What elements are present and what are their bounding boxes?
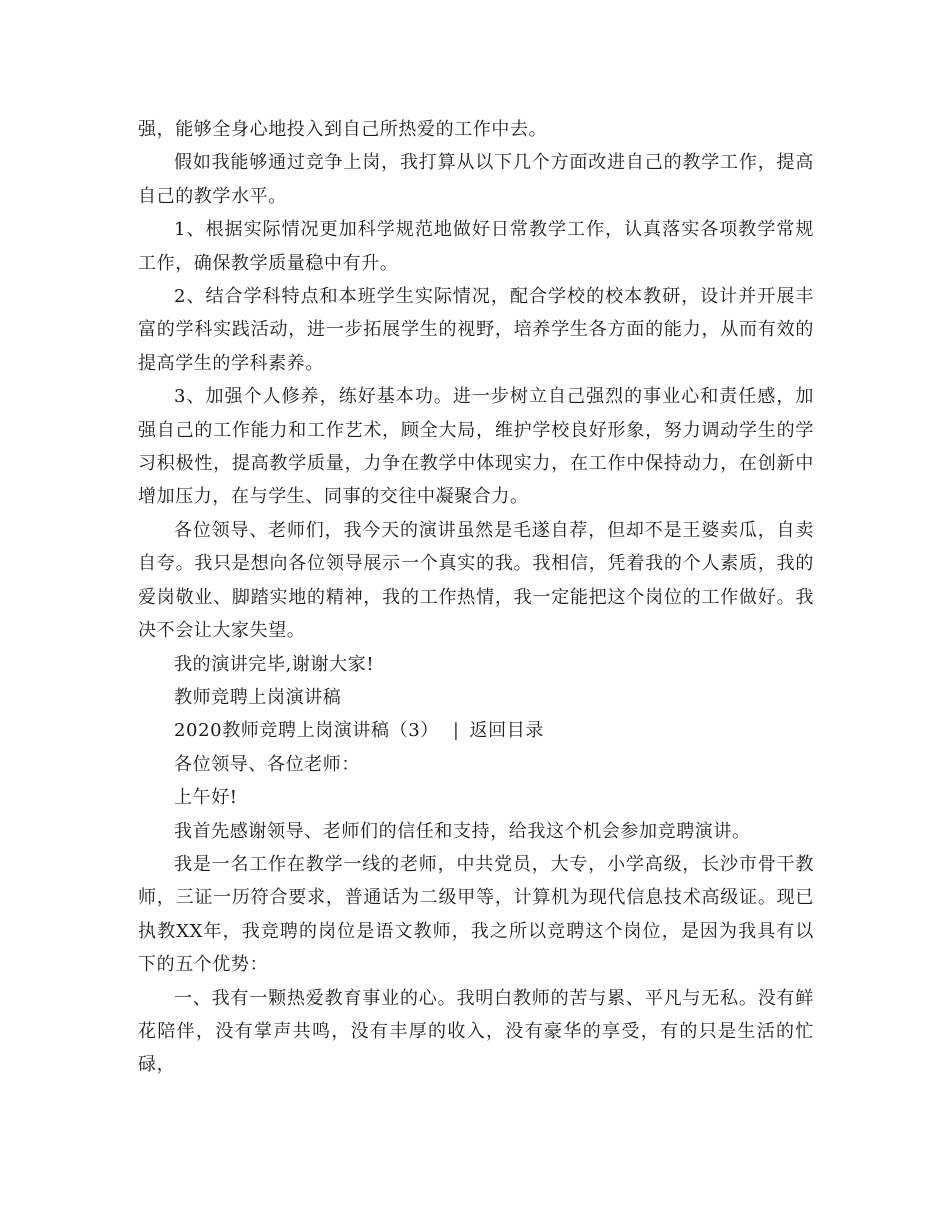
subtitle: 2020教师竞聘上岗演讲稿（3） xyxy=(174,720,439,742)
paragraph: 3、加强个人修养，练好基本功。进一步树立自己强烈的事业心和责任感，加强自己的工作能力和工作艺术，顾全大局，维护学校良好形象，努力调动学生的学习积极性，提高教学质量，力争在教学中体现实力，在工作中保持动力，在创新中增加压力，在与学生、同事的交往中凝聚合力。 xyxy=(138,386,814,508)
paragraph: 我的演讲完毕,谢谢大家! xyxy=(174,653,375,675)
separator: | xyxy=(452,720,460,742)
subtitle-line xyxy=(138,714,814,747)
paragraph: 假如我能够通过竞争上岗，我打算从以下几个方面改进自己的教学工作，提高自己的教学水平。 xyxy=(138,152,814,207)
document-body-part-1 xyxy=(138,113,814,681)
paragraph: 各位领导、各位老师： xyxy=(174,753,360,775)
paragraph: 我是一名工作在教学一线的老师，中共党员，大专，小学高级，长沙市骨干教师，三证一历符合要求，普通话为二级甲等，计算机为现代信息技术高级证。现已执教XX年，我竞聘的岗位是语文教师，我之所以竞聘这个岗位，是因为我具有以下的五个优势： xyxy=(138,853,814,976)
paragraph: 我首先感谢领导、老师们的信任和支持，给我这个机会参加竞聘演讲。 xyxy=(174,820,751,842)
paragraph: 上午好! xyxy=(174,787,238,809)
paragraph: 强，能够全身心地投入到自己所热爱的工作中去。 xyxy=(138,119,548,140)
back-to-contents-link[interactable]: 返回目录 xyxy=(469,720,544,742)
document-body-part-2 xyxy=(138,748,814,1082)
paragraph: 1、根据实际情况更加科学规范地做好日常教学工作，认真落实各项教学常规工作，确保教学质量稳中有升。 xyxy=(138,219,814,274)
paragraph: 一、我有一颗热爱教育事业的心。我明白教师的苦与累、平凡与无私。没有鲜花陪伴，没有掌声共鸣，没有丰厚的收入，没有豪华的享受，有的只是生活的忙碌， xyxy=(138,987,814,1076)
section-title: 教师竞聘上岗演讲稿 xyxy=(174,686,342,708)
paragraph: 各位领导、老师们，我今天的演讲虽然是毛遂自荐，但却不是王婆卖瓜，自卖自夸。我只是想向各位领导展示一个真实的我。我相信，凭着我的个人素质，我的爱岗敬业、脚踏实地的精神，我的工作热情，我一定能把这个岗位的工作做好。我决不会让大家失望。 xyxy=(138,519,814,642)
document-page xyxy=(138,113,814,1082)
paragraph: 2、结合学科特点和本班学生实际情况，配合学校的校本教研，设计并开展丰富的学科实践活动，进一步拓展学生的视野，培养学生各方面的能力，从而有效的提高学生的学科素养。 xyxy=(138,286,814,374)
